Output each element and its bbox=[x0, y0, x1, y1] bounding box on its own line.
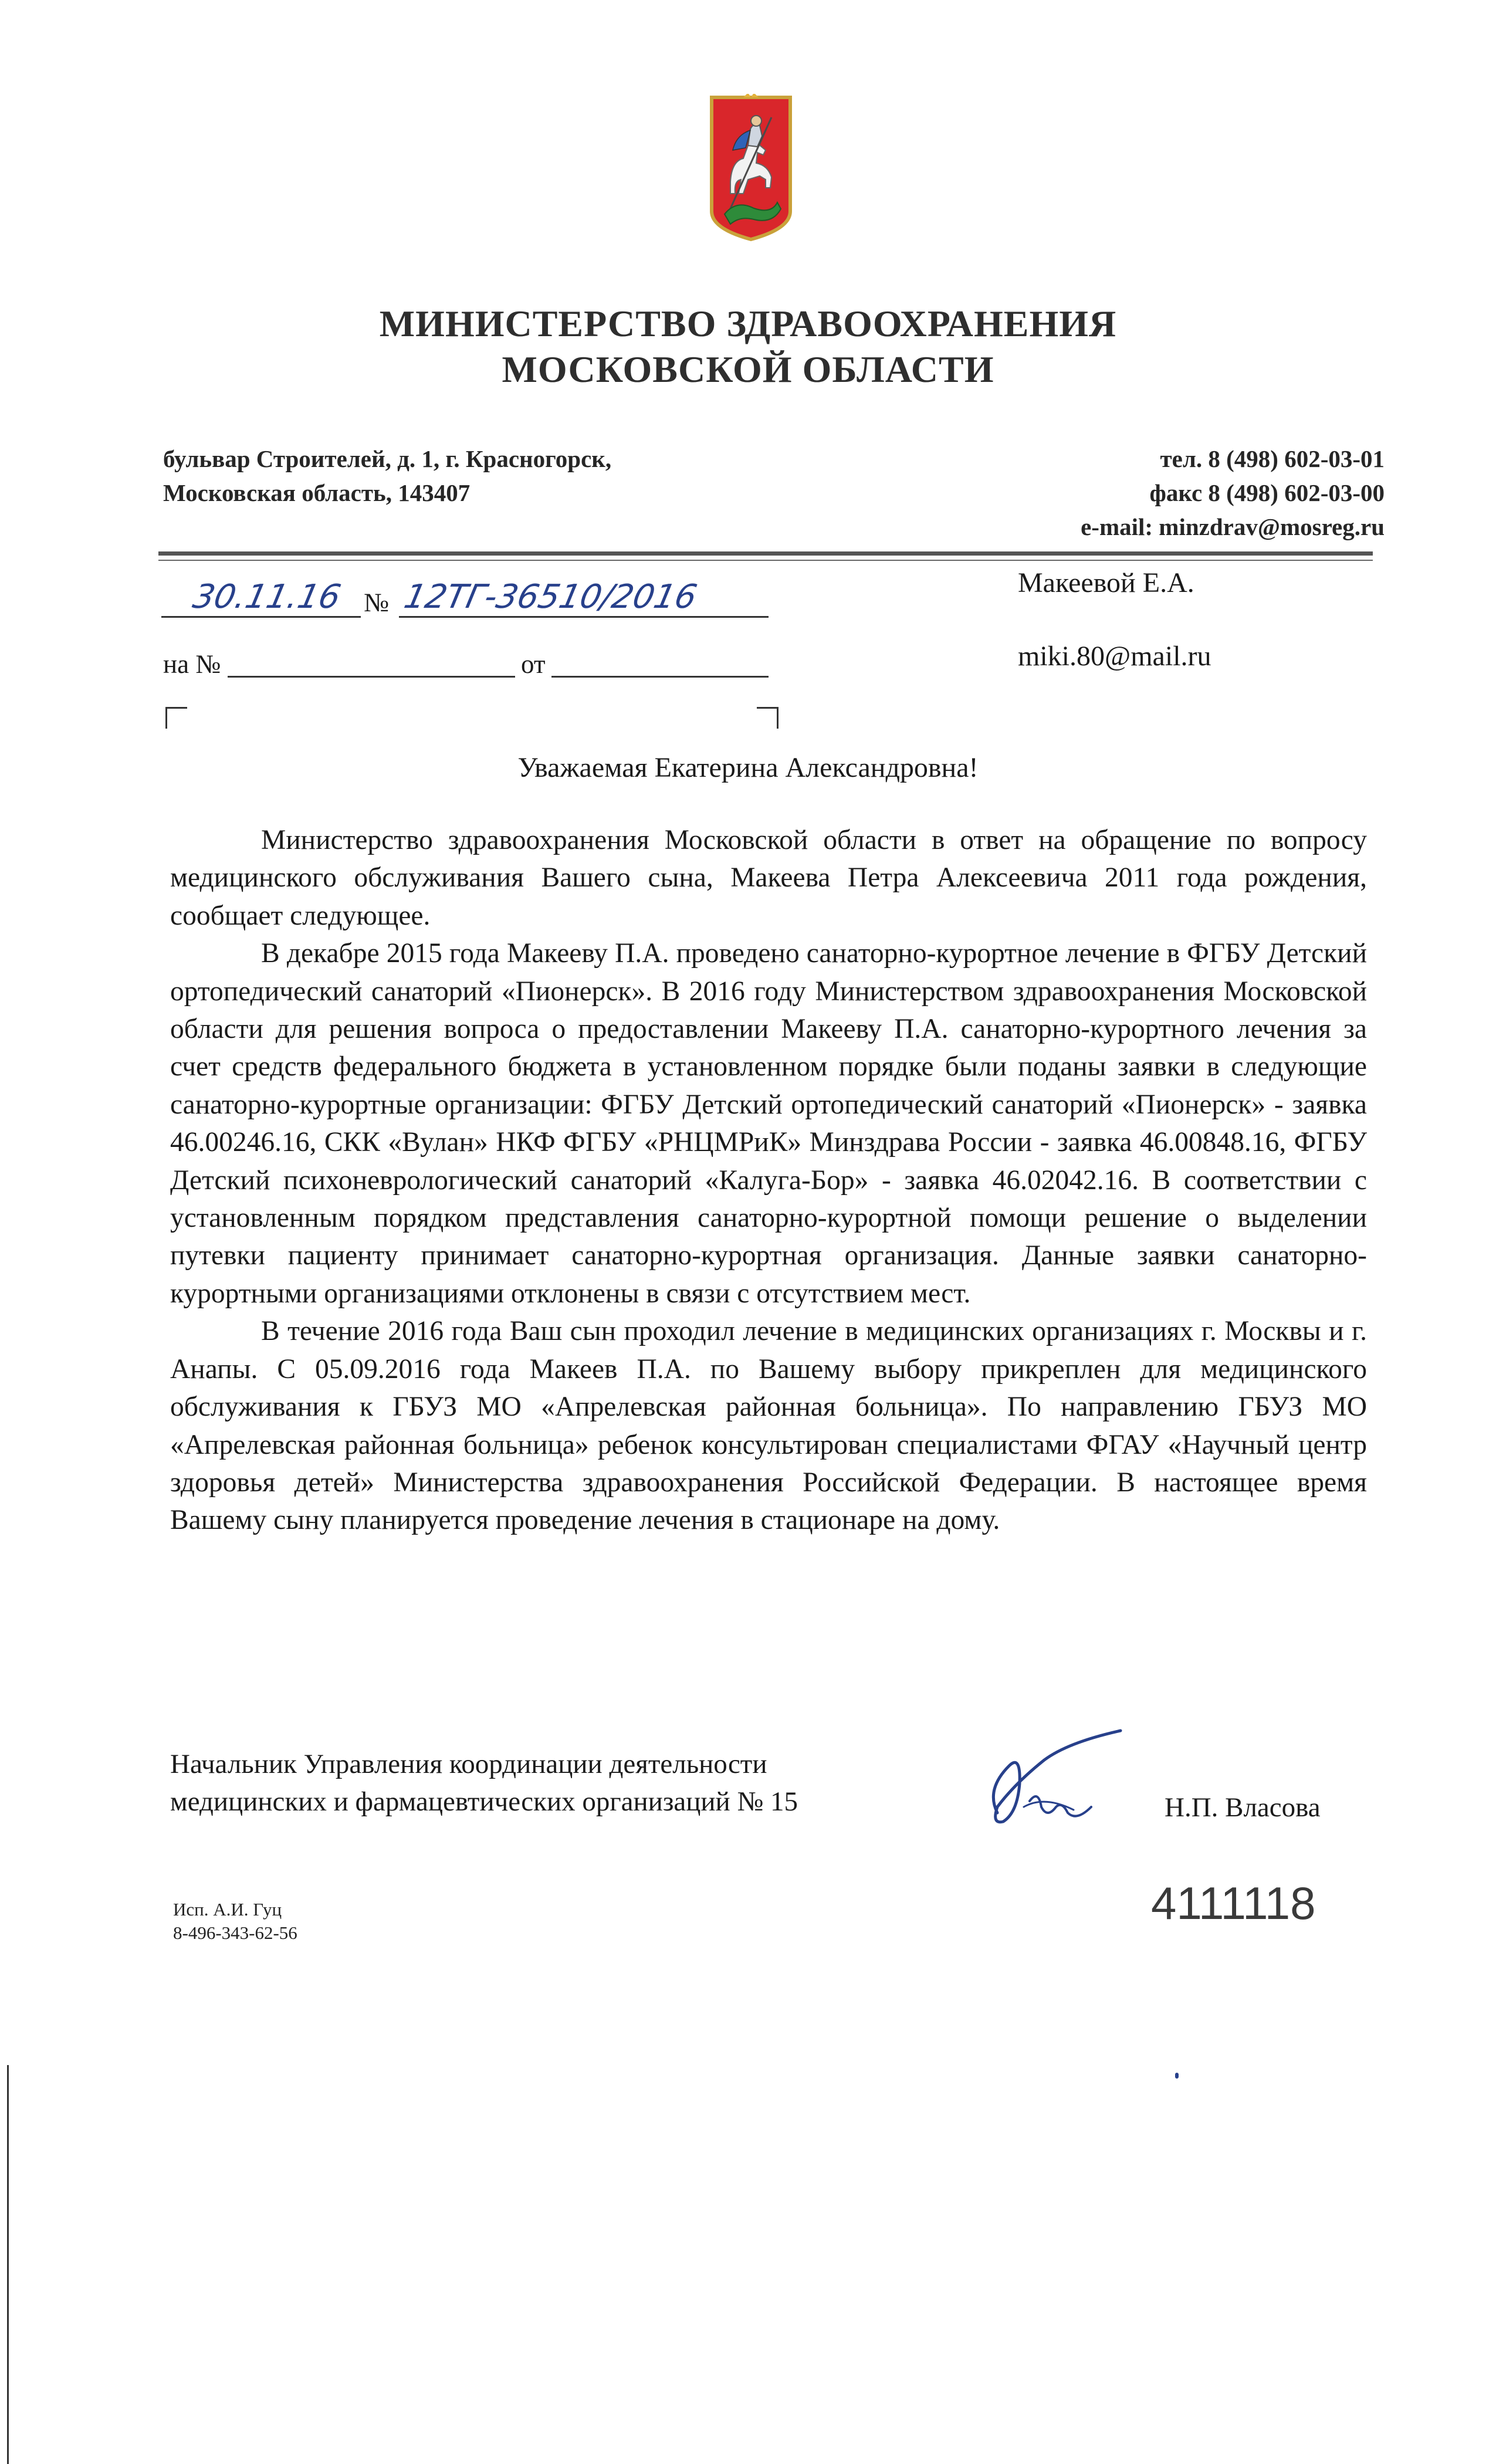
registration-stamp-number: 4111118 bbox=[1151, 1877, 1316, 1929]
right-corner-mark bbox=[757, 707, 779, 729]
recipient-name: Макеевой Е.А. bbox=[1018, 567, 1194, 598]
greeting: Уважаемая Екатерина Александровна! bbox=[517, 752, 979, 783]
letter-body bbox=[170, 821, 1367, 1539]
scan-edge-line bbox=[7, 2065, 9, 2464]
fax-number: факс 8 (498) 602-03-00 bbox=[1149, 479, 1385, 506]
executor-name: Исп. А.И. Гуц bbox=[173, 1899, 282, 1920]
paragraph-2: В декабре 2015 года Макееву П.А. проведено санаторно-курортное лечение в ФГБУ Детский ортопедический санаторий «Пионерск». В 2016 году Министерством здравоохранения Московской области для решения вопроса о предоставлении Макееву П.А. санаторно-курортного лечения за счет средств федерального бюджета в установленном порядке были поданы заявки в следующие санаторно-курортные организации: ФГБУ Детский ортопедический санаторий «Пионерск» - заявка 46.00246.16, СКК «Вулан» НКФ ФГБУ «РНЦМРиК» Минздрава России - заявка 46.00848.16, ФГБУ Детский психоневрологический санаторий «Калуга-Бор» - заявка 46.02042.16. В соответствии с установленным порядком представления санаторно-курортной помощи решение о выделении путевки пациенту принимает санаторно-курортная организация. Данные заявки санаторно-курортными организациями отклонены в связи с отсутствием мест. bbox=[170, 938, 1367, 1309]
coat-of-arms-emblem bbox=[707, 94, 795, 243]
paragraph-3: В течение 2016 года Ваш сын проходил лечение в медицинских организациях г. Москвы и г. Анапы. С 05.09.2016 года Макеев П.А. по Вашему выбору прикреплен для медицинского обслуживания к ГБУЗ МО «Апрелевская районная больница». По направлению ГБУЗ МО «Апрелевская районная больница» ребенок консультирован специалистами ФГАУ «Научный центр здоровья детей» Министерства здравоохранения Российской Федерации. В настоящее время Вашему сыну планируется проведение лечения в стационаре на дому. bbox=[170, 1316, 1367, 1536]
signatory-title-line2: медицинских и фармацевтических организаций № 15 bbox=[170, 1786, 798, 1817]
date-underline bbox=[161, 616, 361, 618]
from-label: от bbox=[521, 649, 546, 679]
header-divider-thick bbox=[158, 551, 1373, 556]
signatory-title-line1: Начальник Управления координации деятельности bbox=[170, 1749, 767, 1779]
header-divider-thin bbox=[158, 560, 1373, 561]
handwritten-date: 30.11.16 bbox=[189, 578, 344, 616]
email-address: e-mail: minzdrav@mosreg.ru bbox=[1081, 513, 1385, 540]
recipient-email: miki.80@mail.ru bbox=[1018, 641, 1211, 672]
number-label: № bbox=[364, 588, 389, 617]
phone-number: тел. 8 (498) 602-03-01 bbox=[1160, 445, 1385, 472]
ministry-title-line2: МОСКОВСКОЙ ОБЛАСТИ bbox=[502, 348, 994, 390]
left-corner-mark bbox=[165, 707, 187, 729]
signature-icon bbox=[974, 1719, 1150, 1836]
ministry-title-line1: МИНИСТЕРСТВО ЗДРАВООХРАНЕНИЯ bbox=[379, 303, 1117, 344]
signatory-name: Н.П. Власова bbox=[1165, 1792, 1321, 1823]
executor-phone: 8-496-343-62-56 bbox=[173, 1923, 297, 1943]
coat-of-arms-icon bbox=[707, 94, 795, 243]
paragraph-1: Министерство здравоохранения Московской области в ответ на обращение по вопросу медицинского обслуживания Вашего сына, Макеева Петра Алексеевича 2011 года рождения, сообщает следующее. bbox=[170, 825, 1367, 931]
ink-dot bbox=[1175, 2073, 1179, 2079]
number-underline bbox=[399, 616, 769, 618]
address-line2: Московская область, 143407 bbox=[163, 479, 471, 506]
reply-to-label: на № bbox=[163, 649, 221, 679]
from-underline bbox=[551, 676, 769, 678]
handwritten-number: 12ТГ-36510/2016 bbox=[401, 578, 700, 616]
reply-to-underline bbox=[228, 676, 515, 678]
handwritten-signature bbox=[974, 1719, 1150, 1836]
address-line1: бульвар Строителей, д. 1, г. Красногорск, bbox=[163, 445, 612, 472]
